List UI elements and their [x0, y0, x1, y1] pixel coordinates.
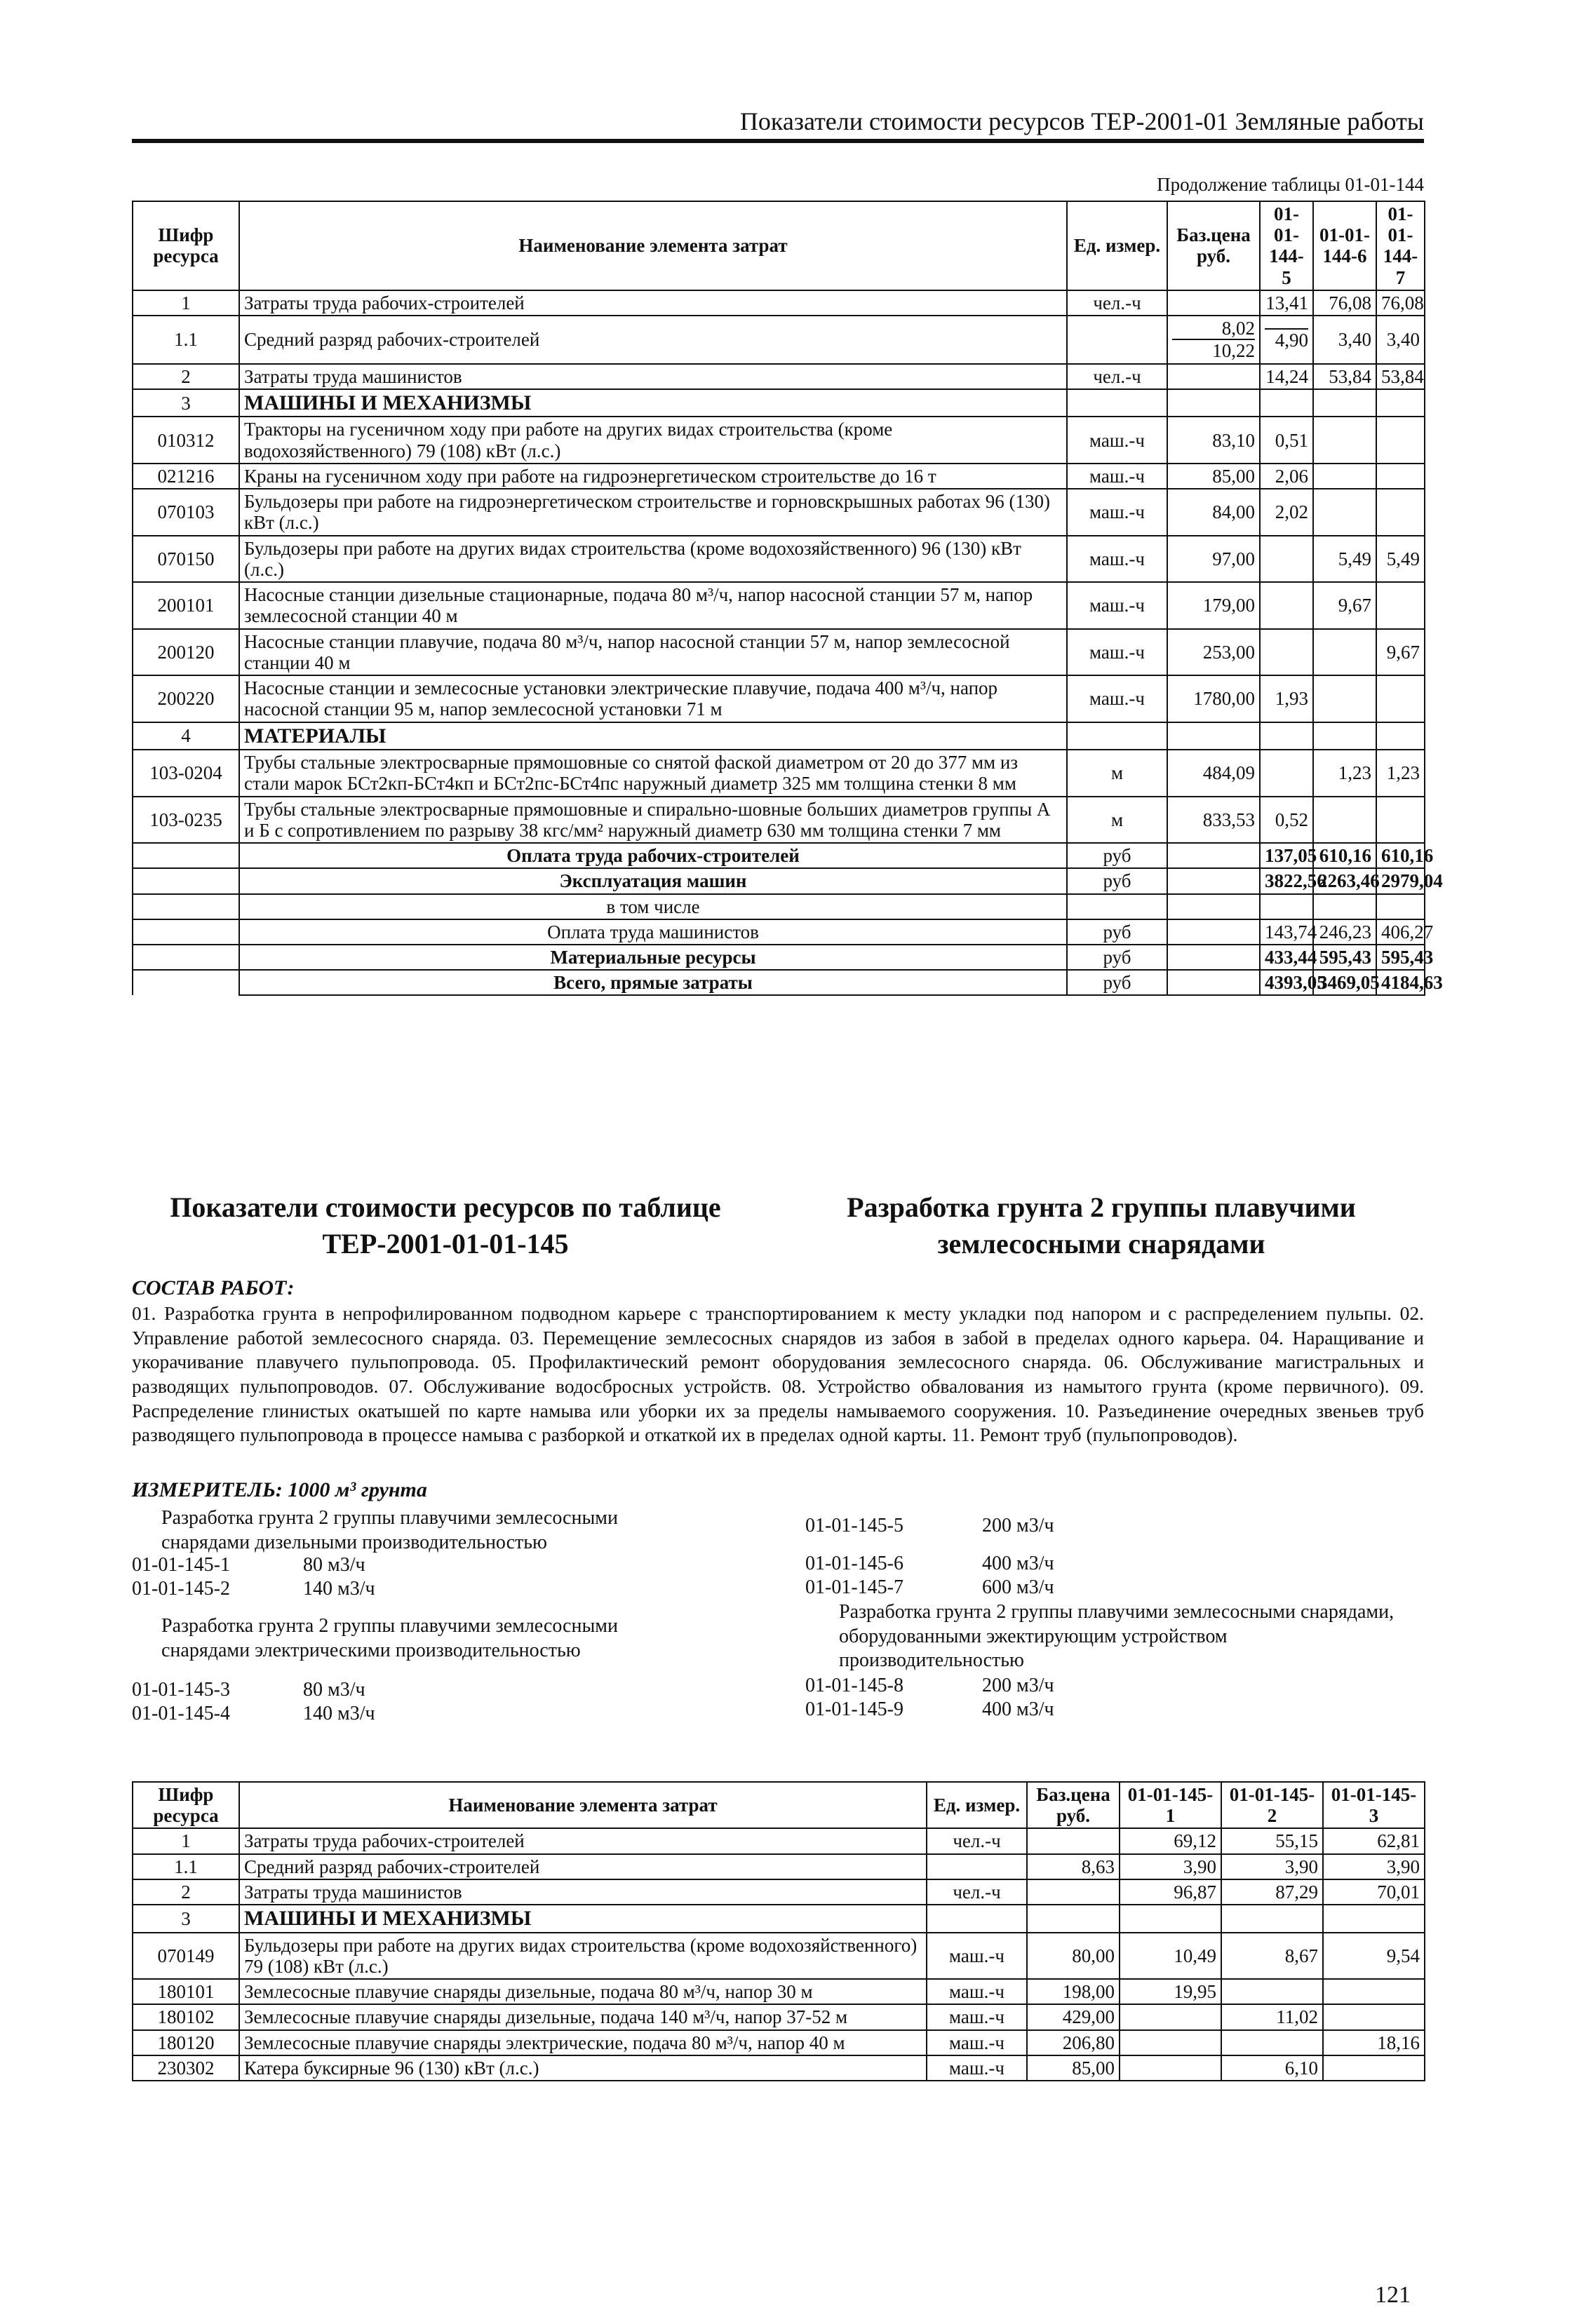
cell-code: 1.1	[133, 316, 239, 363]
summary-value: 246,23	[1313, 919, 1376, 945]
cell-value	[1260, 750, 1313, 796]
table-row	[133, 489, 1425, 535]
variant-value: 400 м3/ч	[982, 1698, 1054, 1720]
summary-label: Оплата труда машинистов	[239, 919, 1067, 945]
cell-value	[1120, 2004, 1221, 2029]
cell-value: 96,87	[1120, 1879, 1221, 1905]
summary-label: Всего, прямые затраты	[239, 970, 1067, 995]
variant-group1-title: Разработка грунта 2 группы плавучими землесосными снарядами дизельными производительностью	[161, 1507, 618, 1553]
cell-empty	[133, 919, 239, 945]
cell-unit: м	[1067, 797, 1167, 843]
cell-value: 9,54	[1323, 1933, 1425, 1979]
cell-value: 0,51	[1260, 417, 1313, 463]
cell-base-price	[1027, 1828, 1120, 1853]
cell-base-price: 833,53	[1167, 797, 1260, 843]
summary-value	[1313, 894, 1376, 919]
header-base-price: Баз.цена руб.	[1027, 1782, 1120, 1828]
summary-row	[133, 970, 1425, 995]
cell-value: 2,02	[1260, 489, 1313, 535]
cell-value	[1376, 489, 1425, 535]
cell-value: 9,67	[1313, 582, 1376, 628]
table-row	[133, 2004, 1425, 2029]
cell-value: 1,93	[1260, 675, 1313, 722]
cell-name: Бульдозеры при работе на других видах строительства (кроме водохозяйственного) 79 (108) кВт (л.с.)	[239, 1933, 927, 1979]
summary-value: 433,44	[1260, 945, 1313, 970]
cell-name: Средний разряд рабочих-строителей	[239, 1854, 927, 1879]
cell-empty	[133, 945, 239, 970]
summary-value: 610,16	[1313, 843, 1376, 868]
cell-name: МАТЕРИАЛЫ	[239, 722, 1067, 750]
page-number: 121	[1375, 2282, 1411, 2308]
cell-unit: маш.-ч	[1067, 582, 1167, 628]
cell-value	[1376, 675, 1425, 722]
cell-base-price	[1027, 1879, 1120, 1905]
header-col1: 01-01-144-5	[1260, 201, 1313, 290]
cell-empty	[1167, 919, 1260, 945]
summary-value: 2263,46	[1313, 868, 1376, 893]
cell-code: 1	[133, 290, 239, 316]
cell-value: 87,29	[1221, 1879, 1323, 1905]
cell-code: 1	[133, 1828, 239, 1853]
cell-code: 3	[133, 389, 239, 417]
cell-name: Землесосные плавучие снаряды дизельные, подача 140 м³/ч, напор 37-52 м	[239, 2004, 927, 2029]
cell-name: Землесосные плавучие снаряды дизельные, подача 80 м³/ч, напор 30 м	[239, 1979, 927, 2004]
cell-code: 180101	[133, 1979, 239, 2004]
cell-value	[1221, 2030, 1323, 2055]
table-row	[133, 536, 1425, 582]
header-unit: Ед. измер.	[927, 1782, 1027, 1828]
cell-value: 5,49	[1313, 536, 1376, 582]
section-heading-left: Показатели стоимости ресурсов по таблице ТЕР-2001-01-01-145	[170, 1191, 721, 1259]
cell-value: 1,23	[1376, 750, 1425, 796]
cell-base-price: 85,00	[1027, 2055, 1120, 2081]
cell-value: 53,84	[1376, 364, 1425, 389]
variant-code: 01-01-145-2	[132, 1578, 230, 1600]
table-row	[133, 1828, 1425, 1853]
cell-value	[1221, 1979, 1323, 2004]
cell-code: 070103	[133, 489, 239, 535]
header-col2: 01-01-144-6	[1313, 201, 1376, 290]
cell-name: Насосные станции дизельные стационарные, подача 80 м³/ч, напор насосной станции 57 м, напор землесосной станции 40 м	[239, 582, 1067, 628]
cell-unit: маш.-ч	[927, 1933, 1027, 1979]
cell-name: Насосные станции и землесосные установки электрические плавучие, подача 400 м³/ч, напор насосной станции 95 м, напор землесосной установки 71 м	[239, 675, 1067, 722]
cost-table-01-01-145	[132, 1781, 1425, 2081]
cell-base-price	[1167, 316, 1260, 363]
cell-value: 0,52	[1260, 797, 1313, 843]
composition-text: 01. Разработка грунта в непрофилированном подводном карьере с транспортированием к месту укладки под напором и с распределением пульпы. 02. Управление работой землесосного снаряда. 03. Перемещение землесосных снарядов из забоя в забой в пределах одного карьера. 04. Наращивание и укорачивание плавучего пульпопровода. 05. Профилактический ремонт оборудования землесосного снаряда. 06. Обслуживание магистральных и разводящих пульпопроводов. 07. Обслуживание водосбросных устройств. 08. Устройство обвалования из намытого грунта (кроме первичного). 09. Распределение глинистых окатышей по карте намыва или уборки их за пределы намываемого сооружения. 10. Разъединение очередных звеньев труб разводящего пульпопровода в процессе намыва с разборкой и откаткой их в пределах одной карты. 11. Ремонт труб (пульпопроводов).	[132, 1302, 1424, 1446]
cell-value	[1376, 464, 1425, 489]
cell-value	[1120, 2055, 1221, 2081]
cell-value: 6,10	[1221, 2055, 1323, 2081]
cell-value: 1,23	[1313, 750, 1376, 796]
summary-value: 137,05	[1260, 843, 1313, 868]
cell-base-price: 1780,00	[1167, 675, 1260, 722]
cell-value: 11,02	[1221, 2004, 1323, 2029]
cell-unit	[1067, 894, 1167, 919]
cell-value: 19,95	[1120, 1979, 1221, 2004]
cell-name: Бульдозеры при работе на гидроэнергетическом строительстве и горновскрышных работах 96 (130) кВт (л.с.)	[239, 489, 1067, 535]
table-row	[133, 2030, 1425, 2055]
table-header-row	[133, 1782, 1425, 1828]
variant-value: 400 м3/ч	[982, 1553, 1054, 1574]
summary-label: в том числе	[239, 894, 1067, 919]
table-row	[133, 797, 1425, 843]
cell-value: 5,49	[1376, 536, 1425, 582]
cell-name: МАШИНЫ И МЕХАНИЗМЫ	[239, 389, 1067, 417]
cell-name: Катера буксирные 96 (130) кВт (л.с.)	[239, 2055, 927, 2081]
cell-base-price: 97,00	[1167, 536, 1260, 582]
cell-code: 103-0235	[133, 797, 239, 843]
cell-code: 103-0204	[133, 750, 239, 796]
section-row	[133, 722, 1425, 750]
cell-value: 18,16	[1323, 2030, 1425, 2055]
summary-row	[133, 919, 1425, 945]
variant-code: 01-01-145-6	[805, 1553, 903, 1574]
cell-value: 3,40	[1376, 316, 1425, 363]
cell-unit	[927, 1854, 1027, 1879]
variant-value: 80 м3/ч	[303, 1679, 365, 1701]
cell-value	[1120, 2030, 1221, 2055]
cell-empty	[1067, 389, 1167, 417]
cell-code: 3	[133, 1905, 239, 1933]
cell-empty	[1167, 945, 1260, 970]
table-row	[133, 316, 1425, 363]
cell-code: 180102	[133, 2004, 239, 2029]
cell-value: 14,24	[1260, 364, 1313, 389]
cell-value: 3,40	[1313, 316, 1376, 363]
cell-code: 200101	[133, 582, 239, 628]
cell-name: Насосные станции плавучие, подача 80 м³/ч, напор насосной станции 57 м, напор землесосной станции 40 м	[239, 629, 1067, 675]
cell-value	[1260, 582, 1313, 628]
cell-base-price	[1167, 364, 1260, 389]
cell-value: 53,84	[1313, 364, 1376, 389]
cell-empty	[1167, 843, 1260, 868]
cell-name: МАШИНЫ И МЕХАНИЗМЫ	[239, 1905, 927, 1933]
header-name: Наименование элемента затрат	[239, 1782, 927, 1828]
cell-name: Затраты труда машинистов	[239, 364, 1067, 389]
cell-code: 021216	[133, 464, 239, 489]
variant-value: 80 м3/ч	[303, 1554, 365, 1576]
cell-unit: маш.-ч	[927, 1979, 1027, 2004]
base-price-value: 8,02	[1221, 318, 1255, 339]
variant-value: 200 м3/ч	[982, 1515, 1054, 1536]
variant-code: 01-01-145-3	[132, 1679, 230, 1701]
cell-empty	[1260, 389, 1313, 417]
variant-code: 01-01-145-9	[805, 1698, 903, 1720]
summary-row	[133, 894, 1425, 919]
cell-name: Бульдозеры при работе на других видах строительства (кроме водохозяйственного) 96 (130) кВт (л.с.)	[239, 536, 1067, 582]
cell-empty	[1376, 389, 1425, 417]
cell-empty	[1067, 722, 1167, 750]
cell-value	[1323, 1979, 1425, 2004]
cell-empty	[1167, 389, 1260, 417]
measure-line: ИЗМЕРИТЕЛЬ: 1000 м³ грунта	[132, 1478, 427, 1501]
cell-unit: руб	[1067, 868, 1167, 893]
cell-value	[1260, 629, 1313, 675]
variant-value: 600 м3/ч	[982, 1576, 1054, 1598]
table-row	[133, 750, 1425, 796]
table-row	[133, 290, 1425, 316]
table-row	[133, 2055, 1425, 2081]
summary-value: 2979,04	[1376, 868, 1425, 893]
cell-value	[1323, 2004, 1425, 2029]
summary-label: Материальные ресурсы	[239, 945, 1067, 970]
variant-value: 200 м3/ч	[982, 1675, 1054, 1696]
summary-row	[133, 843, 1425, 868]
cell-name: Средний разряд рабочих-строителей	[239, 316, 1067, 363]
cell-name: Землесосные плавучие снаряды электрические, подача 80 м³/ч, напор 40 м	[239, 2030, 927, 2055]
cell-name: Краны на гусеничном ходу при работе на гидроэнергетическом строительстве до 16 т	[239, 464, 1067, 489]
cell-code: 2	[133, 364, 239, 389]
cell-name: Трубы стальные электросварные прямошовные и спирально-шовные больших диаметров группы А и Б с сопротивлением по разрыву 38 кгс/мм² наружный диаметр 630 мм толщина стенки 7 мм	[239, 797, 1067, 843]
cell-value: 9,67	[1376, 629, 1425, 675]
cell-unit	[1067, 316, 1167, 363]
cell-value: 76,08	[1376, 290, 1425, 316]
cell-value	[1313, 675, 1376, 722]
cell-name: Затраты труда рабочих-строителей	[239, 1828, 927, 1853]
cell-empty	[133, 894, 239, 919]
cell-code: 070149	[133, 1933, 239, 1979]
table-row	[133, 464, 1425, 489]
cell-unit: руб	[1067, 843, 1167, 868]
cell-code: 070150	[133, 536, 239, 582]
variant-group2-title: Разработка грунта 2 группы плавучими землесосными снарядами электрическими производительностью	[161, 1615, 618, 1661]
cell-base-price: 206,80	[1027, 2030, 1120, 2055]
cell-unit: маш.-ч	[1067, 675, 1167, 722]
summary-label: Оплата труда рабочих-строителей	[239, 843, 1067, 868]
cell-empty	[1120, 1905, 1221, 1933]
cell-empty	[1167, 868, 1260, 893]
cell-value: 76,08	[1313, 290, 1376, 316]
header-col3: 01-01-144-7	[1376, 201, 1425, 290]
header-col1: 01-01-145-1	[1120, 1782, 1221, 1828]
cell-value: 10,49	[1120, 1933, 1221, 1979]
summary-value: 3469,05	[1313, 970, 1376, 995]
table-row	[133, 364, 1425, 389]
summary-value	[1260, 894, 1313, 919]
header-code: Шифр ресурса	[133, 1782, 239, 1828]
cell-value	[1260, 536, 1313, 582]
summary-value: 3822,56	[1260, 868, 1313, 893]
cell-code: 230302	[133, 2055, 239, 2081]
cell-base-price	[1167, 290, 1260, 316]
cell-empty	[133, 868, 239, 893]
cell-unit: чел.-ч	[1067, 364, 1167, 389]
summary-value: 406,27	[1376, 919, 1425, 945]
cell-empty	[927, 1905, 1027, 1933]
cell-value: 13,41	[1260, 290, 1313, 316]
cell-name: Затраты труда машинистов	[239, 1879, 927, 1905]
cell-unit: м	[1067, 750, 1167, 796]
cell-unit: маш.-ч	[1067, 489, 1167, 535]
table-header-row	[133, 201, 1425, 290]
header-col3: 01-01-145-3	[1323, 1782, 1425, 1828]
cell-empty	[133, 970, 239, 995]
cell-unit: маш.-ч	[927, 2055, 1027, 2081]
continuation-note: Продолжение таблицы 01-01-144	[1157, 174, 1424, 195]
cell-value: 8,67	[1221, 1933, 1323, 1979]
variant-code: 01-01-145-1	[132, 1554, 230, 1576]
summary-value: 4184,63	[1376, 970, 1425, 995]
cell-base-price: 179,00	[1167, 582, 1260, 628]
header-rule	[132, 139, 1424, 143]
cell-code: 010312	[133, 417, 239, 463]
cell-name: Тракторы на гусеничном ходу при работе на других видах строительства (кроме водохозяйственного) 79 (108) кВт (л.с.)	[239, 417, 1067, 463]
header-name: Наименование элемента затрат	[239, 201, 1067, 290]
cell-base-price: 253,00	[1167, 629, 1260, 675]
cell-empty	[1323, 1905, 1425, 1933]
cell-value	[1313, 489, 1376, 535]
summary-value: 595,43	[1313, 945, 1376, 970]
cell-name: Трубы стальные электросварные прямошовные со снятой фаской диаметром от 20 до 377 мм из стали марок БСт2кп-БСт4кп и БСт2пс-БСт4пс наружный диаметр 325 мм толщина стенки 8 мм	[239, 750, 1067, 796]
table-row	[133, 582, 1425, 628]
cell-empty	[1027, 1905, 1120, 1933]
cell-unit: маш.-ч	[927, 2004, 1027, 2029]
cell-unit: маш.-ч	[1067, 629, 1167, 675]
base-price-value: 10,22	[1172, 339, 1255, 361]
running-header: Показатели стоимости ресурсов ТЕР-2001-01 Земляные работы	[739, 107, 1424, 135]
cell-base-price: 84,00	[1167, 489, 1260, 535]
value: 4,90	[1265, 328, 1308, 351]
cell-code: 200220	[133, 675, 239, 722]
variant-value: 140 м3/ч	[303, 1703, 375, 1724]
cell-code: 180120	[133, 2030, 239, 2055]
cell-value	[1313, 797, 1376, 843]
cell-value	[1323, 2055, 1425, 2081]
cell-base-price: 8,63	[1027, 1854, 1120, 1879]
variant-code: 01-01-145-8	[805, 1675, 903, 1696]
cell-value	[1313, 464, 1376, 489]
variant-code: 01-01-145-4	[132, 1703, 230, 1724]
cell-unit: маш.-ч	[1067, 536, 1167, 582]
cell-code: 1.1	[133, 1854, 239, 1879]
cell-value: 3,90	[1221, 1854, 1323, 1879]
cell-value	[1376, 417, 1425, 463]
cell-empty	[133, 843, 239, 868]
section-heading-right: Разработка грунта 2 группы плавучими землесосными снарядами	[847, 1191, 1356, 1259]
summary-value: 595,43	[1376, 945, 1425, 970]
summary-label: Эксплуатация машин	[239, 868, 1067, 893]
cell-base-price: 85,00	[1167, 464, 1260, 489]
variant-value: 140 м3/ч	[303, 1578, 375, 1600]
cell-unit: чел.-ч	[1067, 290, 1167, 316]
cell-value: 2,06	[1260, 464, 1313, 489]
header-unit: Ед. измер.	[1067, 201, 1167, 290]
cell-base-price: 198,00	[1027, 1979, 1120, 2004]
cell-value	[1376, 797, 1425, 843]
table-row	[133, 1979, 1425, 2004]
table-row	[133, 629, 1425, 675]
table-row	[133, 417, 1425, 463]
cell-empty	[1167, 894, 1260, 919]
cell-empty	[1167, 970, 1260, 995]
cell-code: 2	[133, 1879, 239, 1905]
cell-unit: маш.-ч	[1067, 417, 1167, 463]
summary-row	[133, 868, 1425, 893]
cell-empty	[1260, 722, 1313, 750]
summary-value: 610,16	[1376, 843, 1425, 868]
cell-unit: руб	[1067, 945, 1167, 970]
cell-code: 200120	[133, 629, 239, 675]
section-row	[133, 389, 1425, 417]
cell-value: 3,90	[1323, 1854, 1425, 1879]
header-col2: 01-01-145-2	[1221, 1782, 1323, 1828]
cell-unit: чел.-ч	[927, 1879, 1027, 1905]
section-row	[133, 1905, 1425, 1933]
cell-value	[1260, 316, 1313, 363]
cell-empty	[1376, 722, 1425, 750]
cell-unit: маш.-ч	[1067, 464, 1167, 489]
cost-table-01-01-144	[132, 201, 1443, 996]
table-row	[133, 675, 1425, 722]
cell-value: 3,90	[1120, 1854, 1221, 1879]
cell-value: 62,81	[1323, 1828, 1425, 1853]
cell-base-price: 83,10	[1167, 417, 1260, 463]
header-base-price: Баз.цена руб.	[1167, 201, 1260, 290]
cell-value	[1376, 582, 1425, 628]
composition-label: СОСТАВ РАБОТ:	[132, 1276, 295, 1299]
cell-value: 70,01	[1323, 1879, 1425, 1905]
cell-code: 4	[133, 722, 239, 750]
cell-empty	[1313, 389, 1376, 417]
table-row	[133, 1879, 1425, 1905]
variant-code: 01-01-145-5	[805, 1515, 903, 1536]
table-row	[133, 1854, 1425, 1879]
cell-name: Затраты труда рабочих-строителей	[239, 290, 1067, 316]
cell-unit: чел.-ч	[927, 1828, 1027, 1853]
summary-row	[133, 945, 1425, 970]
cell-unit: руб	[1067, 919, 1167, 945]
variant-code: 01-01-145-7	[805, 1576, 903, 1598]
cell-value: 55,15	[1221, 1828, 1323, 1853]
cell-value: 69,12	[1120, 1828, 1221, 1853]
summary-value	[1376, 894, 1425, 919]
variant-group3-title: Разработка грунта 2 группы плавучими землесосными снарядами, оборудованными эжектирующим устройством производительностью	[839, 1601, 1395, 1672]
cell-base-price: 429,00	[1027, 2004, 1120, 2029]
cell-value	[1313, 629, 1376, 675]
header-code: Шифр ресурса	[133, 201, 239, 290]
table-row	[133, 1933, 1425, 1979]
cell-value	[1313, 417, 1376, 463]
summary-value: 4393,05	[1260, 970, 1313, 995]
cell-empty	[1167, 722, 1260, 750]
cell-unit: маш.-ч	[927, 2030, 1027, 2055]
cell-base-price: 80,00	[1027, 1933, 1120, 1979]
cell-empty	[1313, 722, 1376, 750]
summary-value: 143,74	[1260, 919, 1313, 945]
cell-empty	[1221, 1905, 1323, 1933]
cell-base-price: 484,09	[1167, 750, 1260, 796]
cell-unit: руб	[1067, 970, 1167, 995]
